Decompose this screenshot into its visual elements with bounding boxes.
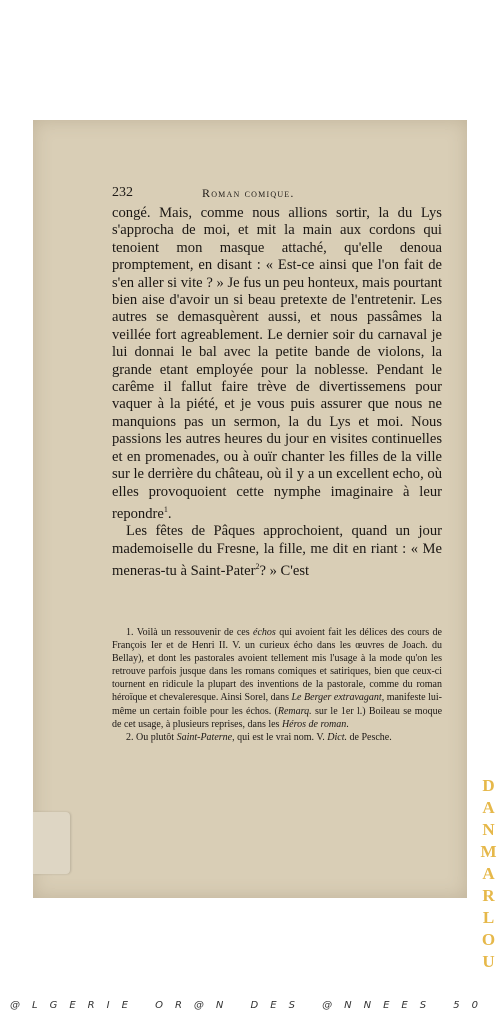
footnote-ref-1: 1 [163,504,168,514]
paragraph-1: congé. Mais, comme nous allions sortir, la du Lys s'approcha de moi, et mit la main aux cordons qui tenoient mon masque attaché, qu'elle denoua promptement, en disant : « Est-ce ainsi que l'on fait de s'en aller si vite ? » Je fus un peu honteux, mais pourtant bien aise d'avoir un si beau pretexte de l'entretenir. Les autres se demasquèrent aussi, et nous passâmes la veillée fort agreablement. Le dernier soir du carnaval je lui donnai le bal avec la petite bande de violons, la grande etant employée pour la noblesse. Pendant le carême il fallut faire trève de divertissemens pour vaquer à la piété, et je vous puis assurer que nous ne manquions pas un sermon, la du Lys et moi. Nous passions les autres heures du jour en visites continuelles et en promenades, ou à ouïr chanter les filles de la ville sur le derrière du château, où il y a un excellent echo, où elles provoquoient cette nymphe imaginaire à leur repondre$^1$. [112,205,442,522]
footnote-2: 2. Ou plutôt Saint-Paterne, qui est le vrai nom. V. Dict. de Pesche. [126,731,392,743]
main-text [112,205,442,580]
footnote-ref-2: 2 [255,561,260,571]
page-edge-tab [33,812,70,874]
running-title: Roman comique. [202,186,295,200]
footnotes [112,626,442,744]
paragraph-2: Les fêtes de Pâques approchoient, quand un jour mademoiselle du Fresne, la fille, me dit en riant : « Me meneras-tu à Saint-Pater$^2$? » C'est [112,523,442,579]
side-watermark: DANMARLOU [479,776,498,974]
footer-watermark: @LGERIE OR@N DES @NNEES 50 [10,1000,490,1011]
page-number: 232 [112,185,133,200]
footnote-1: 1. Voilà un ressouvenir de ces échos qui avoient fait les délices des cours de François Ier et de Henri II. V. un curieux écho dans les œuvres de Joach. du Bellay), et dont les pastorales avoient tellement mis l'usage à la mode qu'on les retrouve parfois jusque dans les romans comiques et satiriques, bien que ceux-ci tournent en ridicule la plupart des inventions de la pastorale, comme du roman héroïque et chevaleresque. Ainsi Sorel, dans Le Berger extravagant, manifeste lui-même un certain foible pour les échos. (Remarq. sur le 1er l.) Boileau se moque de cet usage, à plusieurs reprises, dans les Héros de roman. [112,627,443,730]
